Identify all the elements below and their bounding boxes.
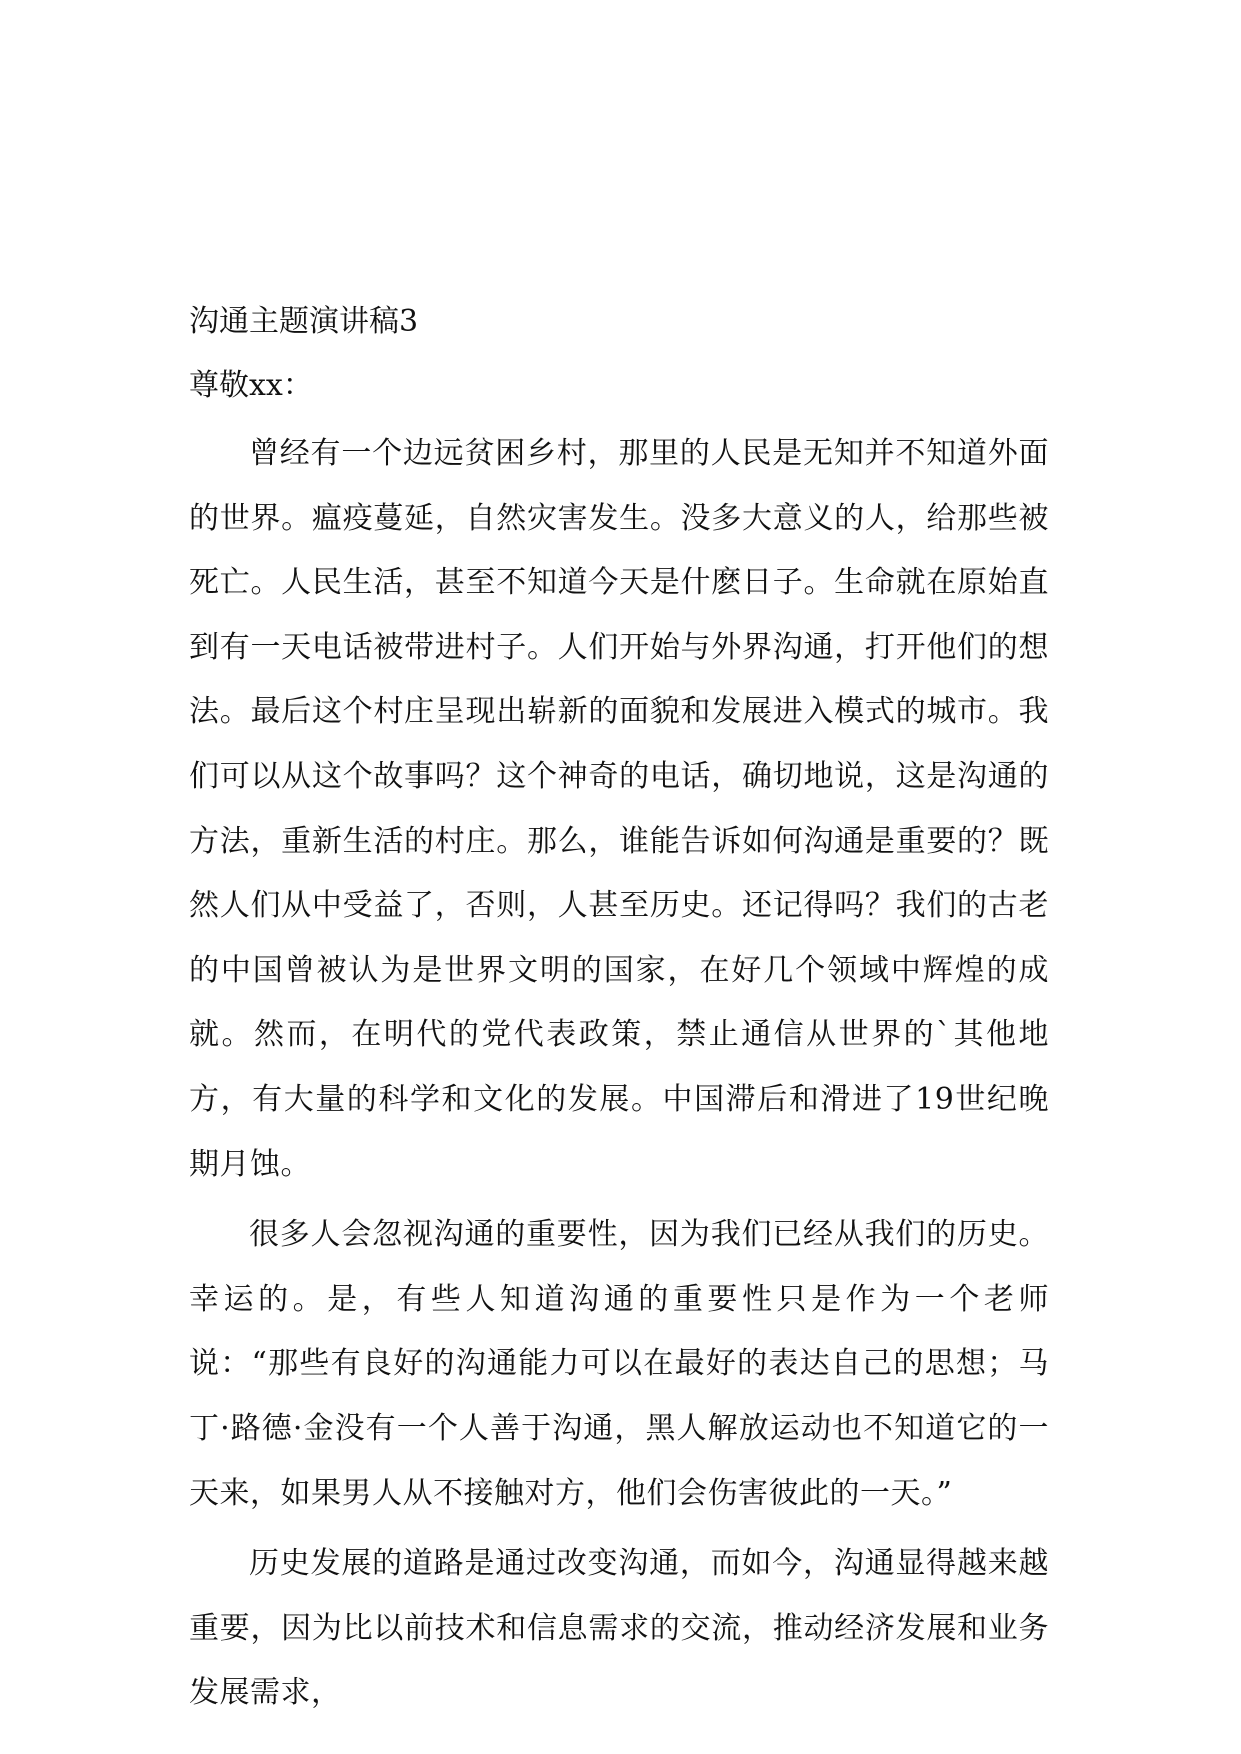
salutation: 尊敬xx：	[189, 368, 313, 403]
document-page	[189, 290, 1049, 1732]
paragraph-1: 曾经有一个边远贫困乡村，那里的人民是无知并不知道外面的世界。瘟疫蔓延，自然灾害发生。没多大意义的人，给那些被死亡。人民生活，甚至不知道今天是什麽日子。生命就在原始直到有一天电话被带进村子。人们开始与外界沟通，打开他们的想法。最后这个村庄呈现出崭新的面貌和发展进入模式的城市。我们可以从这个故事吗？这个神奇的电话，确切地说，这是沟通的方法，重新生活的村庄。那么，谁能告诉如何沟通是重要的？既然人们从中受益了，否则，人甚至历史。还记得吗？我们的古老的中国曾被认为是世界文明的国家，在好几个领域中辉煌的成就。然而，在明代的党代表政策，禁止通信从世界的`其他地方，有大量的科学和文化的发展。中国滞后和滑进了19世纪晚期月蚀。	[189, 436, 1049, 1182]
paragraph-3: 历史发展的道路是通过改变沟通，而如今，沟通显得越来越重要，因为比以前技术和信息需求的交流，推动经济发展和业务发展需求，	[189, 1546, 1049, 1711]
paragraph-2: 很多人会忽视沟通的重要性，因为我们已经从我们的历史。幸运的。是，有些人知道沟通的重要性只是作为一个老师说：“那些有良好的沟通能力可以在最好的表达自己的思想；马丁·路德·金没有一个人善于沟通，黑人解放运动也不知道它的一天来，如果男人从不接触对方，他们会伤害彼此的一天。”	[189, 1217, 1049, 1511]
document-title: 沟通主题演讲稿3	[189, 304, 419, 339]
